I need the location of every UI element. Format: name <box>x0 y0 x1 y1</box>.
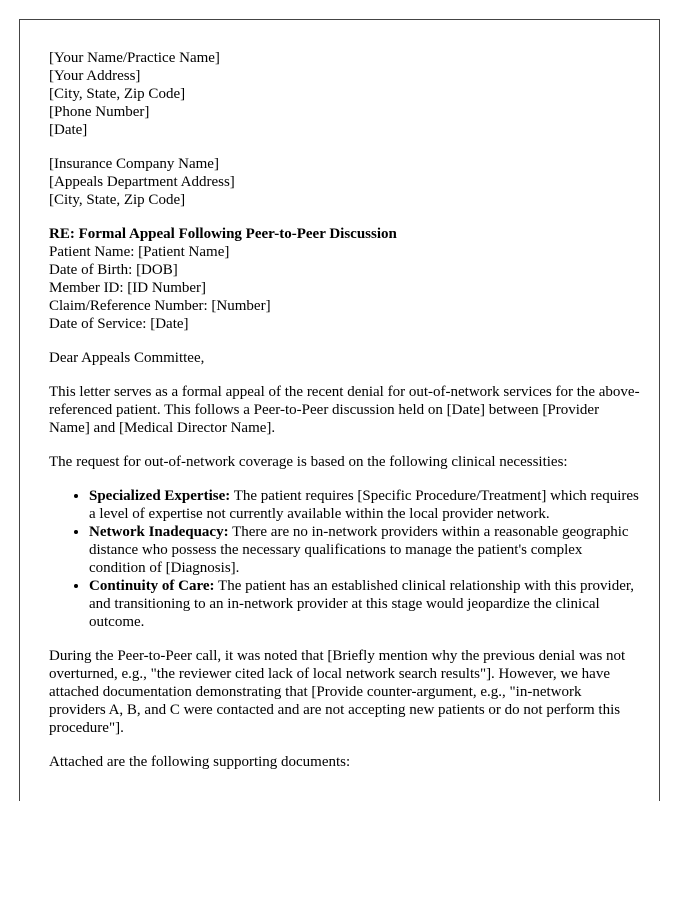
letter-page <box>19 19 660 801</box>
member-id: Member ID: [ID Number] <box>49 280 207 296</box>
necessity-text: The patient requires [Specific Procedure/Treatment] which requires a level of expertise not currently available within the local provider network. <box>89 488 639 522</box>
sender-name: [Your Name/Practice Name] <box>49 50 220 66</box>
sender-block <box>49 49 641 139</box>
salutation: Dear Appeals Committee, <box>49 350 205 366</box>
necessities-list <box>49 487 641 631</box>
necessity-item <box>89 487 641 523</box>
recipient-department-address: [Appeals Department Address] <box>49 174 235 190</box>
sender-address: [Your Address] <box>49 68 141 84</box>
subject-block <box>49 225 641 333</box>
claim-number: Claim/Reference Number: [Number] <box>49 298 271 314</box>
necessity-item <box>89 577 641 631</box>
necessities-intro: The request for out-of-network coverage is based on the following clinical necessities: <box>49 454 568 470</box>
date-of-service: Date of Service: [Date] <box>49 316 189 332</box>
intro-paragraph: This letter serves as a formal appeal of the recent denial for out-of-network services for the above-referenced patient. This follows a Peer-to-Peer discussion held on [Date] between [Provider Name] and [Medical Director Name]. <box>49 384 640 436</box>
necessity-title: Specialized Expertise: <box>89 488 231 504</box>
recipient-block <box>49 155 641 209</box>
necessity-item <box>89 523 641 577</box>
sender-phone: [Phone Number] <box>49 104 150 120</box>
necessity-title: Network Inadequacy: <box>89 524 229 540</box>
letter-date: [Date] <box>49 122 88 138</box>
date-of-birth: Date of Birth: [DOB] <box>49 262 178 278</box>
recipient-city-state-zip: [City, State, Zip Code] <box>49 192 186 208</box>
recipient-company: [Insurance Company Name] <box>49 156 219 172</box>
necessity-title: Continuity of Care: <box>89 578 215 594</box>
necessity-text: There are no in-network providers within a reasonable geographic distance who possess the necessary qualifications to manage the patient's complex condition of [Diagnosis]. <box>89 524 629 576</box>
re-line: RE: Formal Appeal Following Peer-to-Peer Discussion <box>49 226 397 242</box>
necessity-text: The patient has an established clinical relationship with this provider, and transitioning to an in-network provider at this stage would jeopardize the clinical outcome. <box>89 578 634 630</box>
sender-city-state-zip: [City, State, Zip Code] <box>49 86 186 102</box>
letter-body <box>49 49 641 787</box>
patient-name: Patient Name: [Patient Name] <box>49 244 230 260</box>
peer-call-paragraph: During the Peer-to-Peer call, it was noted that [Briefly mention why the previous denial was not overturned, e.g., "the reviewer cited lack of local network search results"]. However, we have attached documentation demonstrating that [Provide counter-argument, e.g., "in-network providers A, B, and C were contacted and are not accepting new patients or do not perform this procedure"]. <box>49 648 626 736</box>
attachments-intro: Attached are the following supporting documents: <box>49 754 351 770</box>
